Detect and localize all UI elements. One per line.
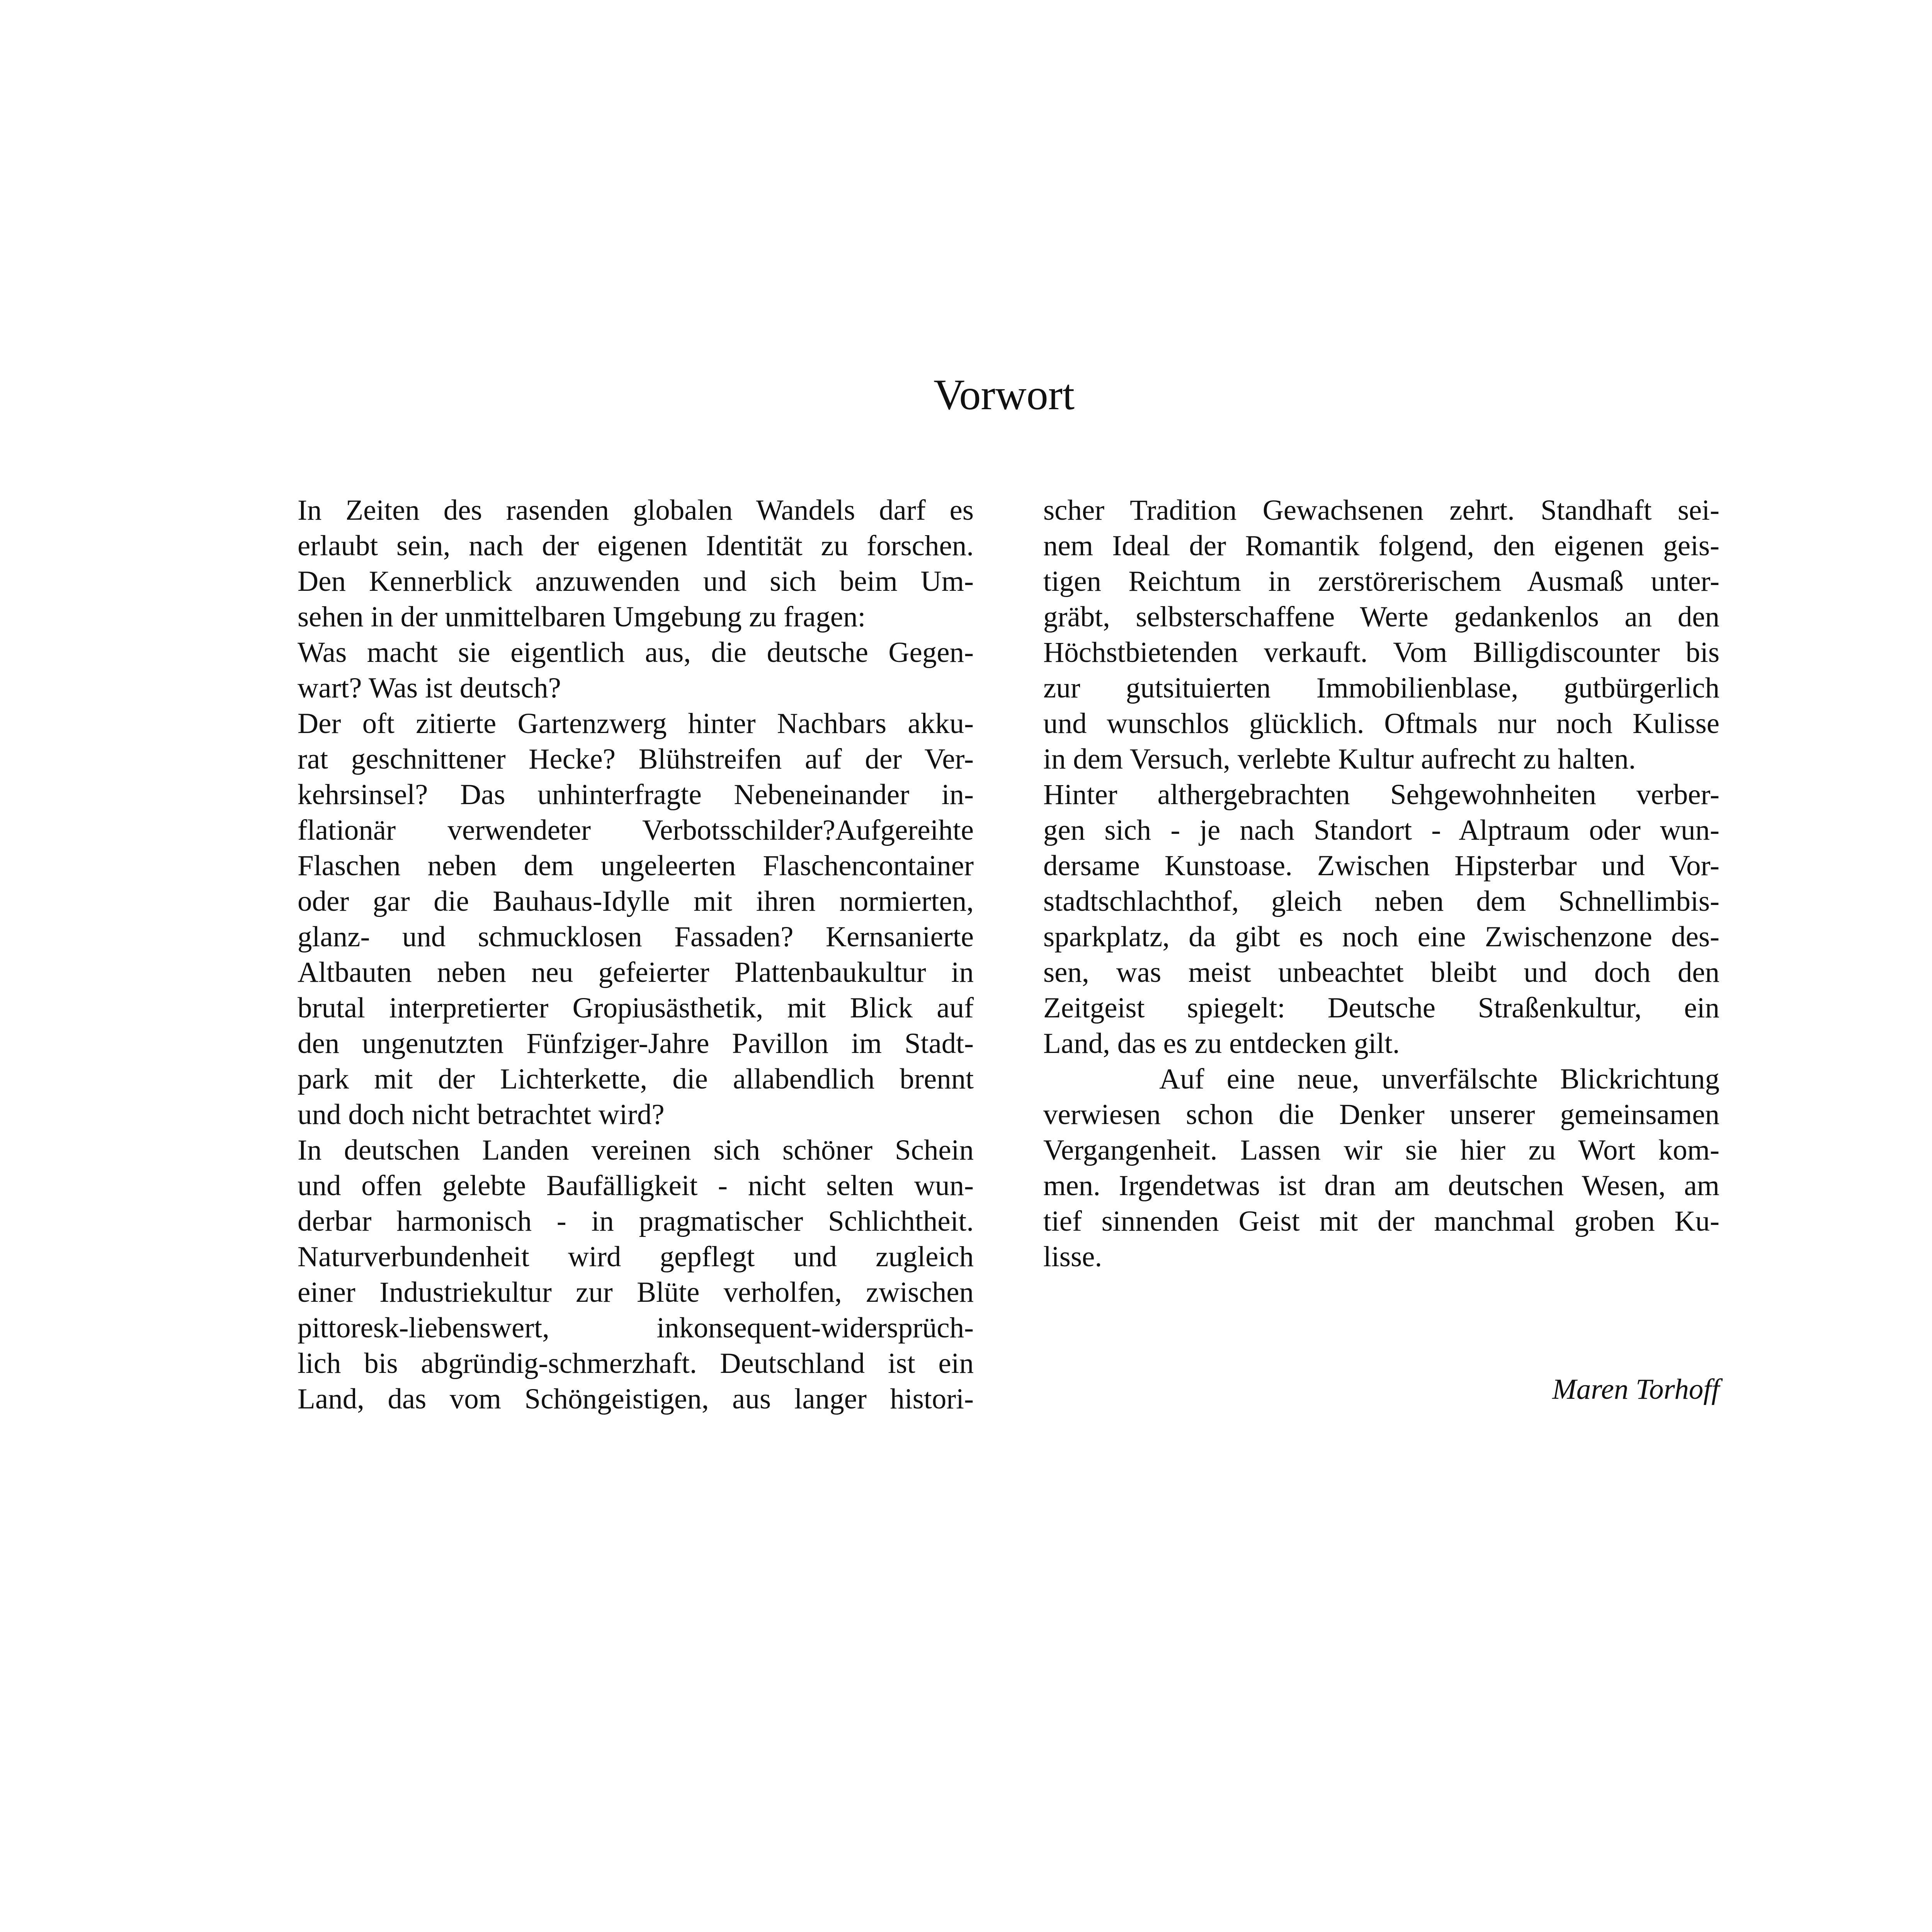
page-title: Vorwort xyxy=(933,371,1075,419)
text-line: Altbauten neben neu gefeierter Plattenbaukultur in xyxy=(298,956,974,988)
text-line: In Zeiten des rasenden globalen Wandels darf es xyxy=(298,494,974,526)
text-line: sparkplatz, da gibt es noch eine Zwischenzone des- xyxy=(1043,921,1719,953)
text-line: verwiesen schon die Denker unserer gemeinsamen xyxy=(1043,1099,1719,1131)
text-line: rat geschnittener Hecke? Blühstreifen auf der Ver- xyxy=(298,743,974,775)
text-line: Den Kennerblick anzuwenden und sich beim Um- xyxy=(298,565,974,597)
text-line: in dem Versuch, verlebte Kultur aufrecht zu halten. xyxy=(1043,743,1636,775)
text-line: Der oft zitierte Gartenzwerg hinter Nachbars akku- xyxy=(298,707,974,740)
text-line: glanz- und schmucklosen Fassaden? Kernsanierte xyxy=(298,921,974,953)
text-line: zur gutsituierten Immobilienblase, gutbürgerlich xyxy=(1043,672,1719,704)
left-text-column xyxy=(298,493,974,1417)
text-line: kehrsinsel? Das unhinterfragte Nebeneinander in- xyxy=(298,779,974,811)
text-line: einer Industriekultur zur Blüte verholfen, zwischen xyxy=(298,1276,974,1308)
text-line: und doch nicht betrachtet wird? xyxy=(298,1099,665,1131)
text-line: Zeitgeist spiegelt: Deutsche Straßenkultur, ein xyxy=(1043,992,1719,1024)
text-line: lisse. xyxy=(1043,1241,1102,1273)
text-line: Land, das es zu entdecken gilt. xyxy=(1043,1027,1400,1060)
text-line: und offen gelebte Baufälligkeit - nicht selten wun- xyxy=(298,1170,974,1202)
text-line: men. Irgendetwas ist dran am deutschen Wesen, am xyxy=(1043,1170,1719,1202)
text-line: Auf eine neue, unverfälschte Blickrichtung xyxy=(1159,1063,1719,1095)
text-line: wart? Was ist deutsch? xyxy=(298,672,561,704)
text-line: Land, das vom Schöngeistigen, aus langer histori- xyxy=(298,1383,974,1415)
text-line: Höchstbietenden verkauft. Vom Billigdiscounter bis xyxy=(1043,636,1719,668)
text-line: brutal interpretierter Gropiusästhetik, mit Blick auf xyxy=(298,992,974,1024)
text-line: Naturverbundenheit wird gepflegt und zugleich xyxy=(298,1241,974,1273)
text-line: lich bis abgründig-schmerzhaft. Deutschland ist ein xyxy=(298,1347,974,1379)
right-text-column xyxy=(1043,493,1719,1275)
text-line: sen, was meist unbeachtet bleibt und doch den xyxy=(1043,956,1719,988)
text-line: Flaschen neben dem ungeleerten Flaschencontainer xyxy=(298,850,974,882)
text-line: derbar harmonisch - in pragmatischer Schlichtheit. xyxy=(298,1205,974,1237)
text-line: oder gar die Bauhaus-Idylle mit ihren normierten, xyxy=(298,885,974,917)
text-line: pittoresk-liebenswert, inkonsequent-widersprüch- xyxy=(298,1312,974,1344)
text-line: tigen Reichtum in zerstörerischem Ausmaß unter- xyxy=(1043,565,1719,597)
text-line: dersame Kunstoase. Zwischen Hipsterbar und Vor- xyxy=(1043,850,1719,882)
text-line: stadtschlachthof, gleich neben dem Schnellimbis- xyxy=(1043,885,1719,917)
text-line: Was macht sie eigentlich aus, die deutsche Gegen- xyxy=(298,636,974,668)
text-line: tief sinnenden Geist mit der manchmal groben Ku- xyxy=(1043,1205,1719,1237)
author-signature: Maren Torhoff xyxy=(1552,1373,1719,1405)
text-line: erlaubt sein, nach der eigenen Identität zu forschen. xyxy=(298,530,974,562)
text-line: nem Ideal der Romantik folgend, den eigenen geis- xyxy=(1043,530,1719,562)
text-line: park mit der Lichterkette, die allabendlich brennt xyxy=(298,1063,974,1095)
text-line: Hinter althergebrachten Sehgewohnheiten verber- xyxy=(1043,779,1719,811)
text-line: den ungenutzten Fünfziger-Jahre Pavillon im Stadt- xyxy=(298,1027,974,1060)
text-line: flationär verwendeter Verbotsschilder?Aufgereihte xyxy=(298,814,974,846)
text-line: Vergangenheit. Lassen wir sie hier zu Wort kom- xyxy=(1043,1134,1719,1166)
text-line: In deutschen Landen vereinen sich schöner Schein xyxy=(298,1134,974,1166)
text-line: gen sich - je nach Standort - Alptraum oder wun- xyxy=(1043,814,1719,846)
text-line: scher Tradition Gewachsenen zehrt. Standhaft sei- xyxy=(1043,494,1719,526)
text-line: gräbt, selbsterschaffene Werte gedankenlos an den xyxy=(1043,601,1719,633)
text-line: und wunschlos glücklich. Oftmals nur noch Kulisse xyxy=(1043,707,1719,740)
text-line: sehen in der unmittelbaren Umgebung zu fragen: xyxy=(298,601,866,633)
